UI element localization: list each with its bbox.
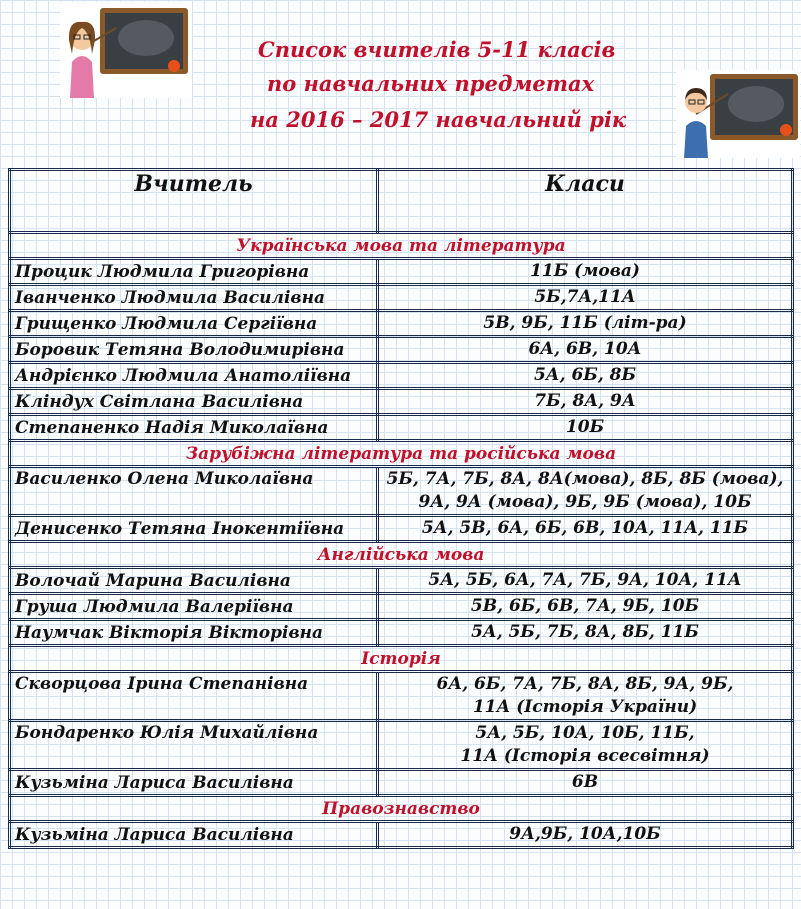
- classes-cell: [378, 516, 793, 542]
- classes-line: 5А, 5Б, 10А, 10Б, 11Б,: [475, 723, 695, 743]
- teacher-name: Боровик Тетяна Володимирівна: [10, 337, 378, 363]
- classes-line: 6А, 6Б, 7А, 7Б, 8А, 8Б, 9А, 9Б,: [436, 674, 734, 694]
- teacher-name: Іванченко Людмила Василівна: [10, 285, 378, 311]
- table-header-row: [10, 170, 793, 233]
- table-row: [10, 467, 793, 516]
- teacher-chalkboard-icon: [60, 2, 192, 98]
- subject-section-row: [10, 441, 793, 467]
- classes-line: 9А,9Б, 10А,10Б: [509, 824, 661, 844]
- teacher-name: Наумчак Вікторія Вікторівна: [10, 620, 378, 646]
- teacher-name: Кузьміна Лариса Василівна: [10, 822, 378, 848]
- classes-cell: [378, 311, 793, 337]
- classes-line: 6В: [571, 772, 599, 792]
- classes-line: 6А, 6В, 10А: [528, 339, 642, 359]
- classes-line: 11А (Історія України): [472, 697, 698, 717]
- table-row: [10, 363, 793, 389]
- subject-heading: Англійська мова: [10, 542, 793, 568]
- title-line-2: по навчальних предметах: [267, 71, 595, 96]
- classes-cell: [378, 467, 793, 516]
- classes-cell: [378, 620, 793, 646]
- subject-section-row: [10, 646, 793, 672]
- table-row: [10, 516, 793, 542]
- classes-line: 11Б (мова): [530, 261, 640, 281]
- classes-line: 11А (Історія всесвітня): [460, 746, 710, 766]
- teacher-name: Кузьміна Лариса Василівна: [10, 770, 378, 796]
- table-row: [10, 721, 793, 770]
- table-row: [10, 822, 793, 848]
- teacher-name: Бондаренко Юлія Михайлівна: [10, 721, 378, 770]
- teacher-name: Денисенко Тетяна Інокентіївна: [10, 516, 378, 542]
- subject-heading: Українська мова та література: [10, 233, 793, 259]
- classes-cell: [378, 337, 793, 363]
- teacher-name: Василенко Олена Миколаївна: [10, 467, 378, 516]
- table-row: [10, 594, 793, 620]
- classes-line: 10Б: [565, 417, 605, 437]
- teacher-name: Скворцова Ірина Степанівна: [10, 672, 378, 721]
- classes-cell: [378, 568, 793, 594]
- classes-column-header: Класи: [378, 170, 793, 233]
- table-row: [10, 259, 793, 285]
- subject-heading: Історія: [10, 646, 793, 672]
- subject-heading: Зарубіжна література та російська мова: [10, 441, 793, 467]
- teachers-table: [8, 168, 794, 849]
- subject-section-row: [10, 542, 793, 568]
- classes-line: 5А, 5В, 6А, 6Б, 6В, 10А, 11А, 11Б: [421, 518, 749, 538]
- teacher-name: Степаненко Надія Миколаївна: [10, 415, 378, 441]
- classes-cell: [378, 594, 793, 620]
- teacher-name: Андрієнко Людмила Анатоліївна: [10, 363, 378, 389]
- classes-line: 5А, 5Б, 6А, 7А, 7Б, 9А, 10А, 11А: [428, 570, 742, 590]
- classes-cell: [378, 415, 793, 441]
- classes-line: 5А, 5Б, 7Б, 8А, 8Б, 11Б: [471, 622, 699, 642]
- classes-line: 5Б, 7А, 7Б, 8А, 8А(мова), 8Б, 8Б (мова),: [386, 469, 784, 489]
- classes-cell: [378, 285, 793, 311]
- table-row: [10, 568, 793, 594]
- classes-cell: [378, 363, 793, 389]
- table-row: [10, 415, 793, 441]
- classes-cell: [378, 770, 793, 796]
- classes-cell: [378, 721, 793, 770]
- title-line-3: на 2016 – 2017 навчальний рік: [250, 107, 627, 132]
- table-row: [10, 389, 793, 415]
- table-row: [10, 620, 793, 646]
- table-row: [10, 337, 793, 363]
- teacher-name: Кліндух Світлана Василівна: [10, 389, 378, 415]
- classes-line: 7Б, 8А, 9А: [534, 391, 636, 411]
- table-row: [10, 672, 793, 721]
- table-row: [10, 770, 793, 796]
- classes-line: 5А, 6Б, 8Б: [533, 365, 637, 385]
- teacher-name: Груша Людмила Валеріївна: [10, 594, 378, 620]
- classes-line: 5В, 9Б, 11Б (літ-ра): [483, 313, 687, 333]
- table-row: [10, 285, 793, 311]
- teacher-column-header: Вчитель: [10, 170, 378, 233]
- subject-section-row: [10, 796, 793, 822]
- classes-line: 9А, 9А (мова), 9Б, 9Б (мова), 10Б: [418, 492, 752, 512]
- classes-cell: [378, 822, 793, 848]
- subject-section-row: [10, 233, 793, 259]
- teacher-name: Процик Людмила Григорівна: [10, 259, 378, 285]
- teacher-name: Грищенко Людмила Сергіївна: [10, 311, 378, 337]
- subject-heading: Правознавство: [10, 796, 793, 822]
- title-line-1: Список вчителів 5-11 класів: [258, 37, 616, 62]
- table-row: [10, 311, 793, 337]
- classes-line: 5Б,7А,11А: [534, 287, 636, 307]
- classes-cell: [378, 259, 793, 285]
- teacher-chalkboard-icon: [676, 70, 800, 158]
- classes-cell: [378, 672, 793, 721]
- teacher-name: Волочай Марина Василівна: [10, 568, 378, 594]
- classes-line: 5В, 6Б, 6В, 7А, 9Б, 10Б: [470, 596, 700, 616]
- classes-cell: [378, 389, 793, 415]
